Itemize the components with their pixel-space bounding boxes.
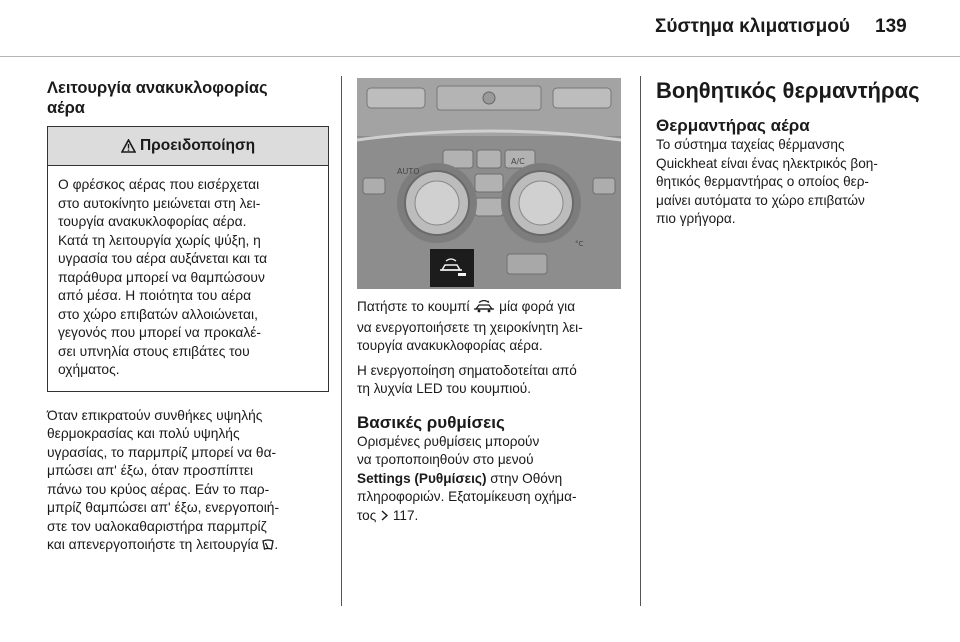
quickheat-paragraph: Το σύστημα ταχείας θέρμανσης Quickheat είναι ένας ηλεκτρικός βοη- θητικός θερμαντήρας ο οποίος θερ- μαίνει αυτόματα το χώρο επιβατών πιο γρήγορα. <box>656 137 878 226</box>
warning-title: Προειδοποίηση <box>139 137 256 154</box>
section-heading-recirculation: Λειτουργία ανακυκλοφορίας αέρα <box>47 79 268 117</box>
column-divider-left <box>341 76 342 606</box>
photo-label-ac: A/C <box>511 157 525 166</box>
page-number: 139 <box>875 16 907 37</box>
column-1 <box>47 78 329 557</box>
header-title: Σύστημα κλιματισμού <box>655 16 850 37</box>
reference-link[interactable]: 117. <box>392 507 419 523</box>
column-divider-right <box>640 76 641 606</box>
basic-settings-heading: Βασικές ρυθμίσεις <box>357 412 505 432</box>
column-3 <box>656 78 924 229</box>
recirculation-car-icon <box>473 300 495 319</box>
column-2 <box>357 78 621 526</box>
settings-menu-label: Settings (Ρυθμίσεις) <box>357 470 487 486</box>
windshield-wiper-icon <box>262 538 274 557</box>
auxiliary-heater-heading: Βοηθητικός θερμαντήρας <box>656 78 920 103</box>
led-paragraph: Η ενεργοποίηση σηματοδοτείται από τη λυχνία LED του κουμπιού. <box>357 362 577 396</box>
press-button-paragraph: Πατήστε το κουμπί μία φορά για να ενεργοποιήσετε τη χειροκίνητη λει- τουργία ανακυκλοφορίας αέρα. <box>357 299 583 353</box>
warning-triangle-icon <box>121 139 136 153</box>
climate-control-photo <box>357 78 621 289</box>
warning-header <box>48 127 328 166</box>
air-heater-subheading: Θερμαντήρας αέρα <box>656 116 810 135</box>
header-divider <box>0 56 960 57</box>
recirculation-button-highlight <box>430 249 474 287</box>
warning-box <box>47 126 329 392</box>
photo-label-auto: AUTO <box>397 167 420 176</box>
warning-text: Ο φρέσκος αέρας που εισέρχεται στο αυτοκίνητο μειώνεται στη λει- τουργία ανακυκλοφορίας αέρα. Κατά τη λειτουργία χωρίς ψύξη, η υγρασία του αέρα αυξάνεται και τα παράθυρα μπορεί να θαμπώσουν από μέσα. Η ποιότητα του αέρα στο χώρο επιβατών αλλοιώνεται, γεγονός που μπορεί να προκαλέ- σει υπνηλία στους επιβάτες του οχήματος. <box>58 177 268 377</box>
photo-label-temp: °C <box>575 240 584 248</box>
condensation-paragraph: Όταν επικρατούν συνθήκες υψηλής θερμοκρασίας και πολύ υψηλής υγρασίας, το παρμπρίζ μπορεί να θα- μπώσει απ' έξω, όταν προσπίπτει πάνω του κρύος αέρας. Εάν το παρ- μπρίζ θαμπώσει απ' έξω, ενεργοποιή- στε τον υαλοκαθαριστήρα παρμπρίζ και απενεργοποιήστε τη λειτουργία . <box>47 407 329 557</box>
basic-settings-paragraph: Ορισμένες ρυθμίσεις μπορούν να τροποποιηθούν στο μενού Settings (Ρυθμίσεις) στην Οθόνη πληροφοριών. Εξατομίκευση οχήμα- τος 117. <box>357 433 621 527</box>
reference-arrow-icon <box>380 508 389 527</box>
